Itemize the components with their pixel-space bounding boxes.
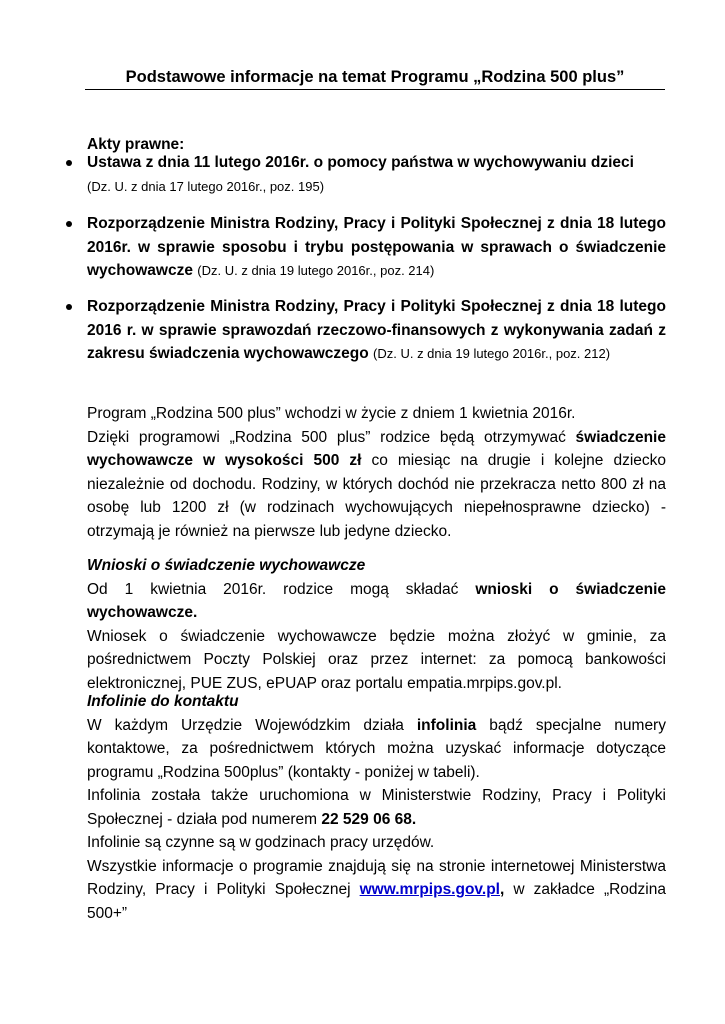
bullet-icon (66, 304, 72, 310)
infolinia-bold: infolinia (416, 716, 477, 734)
ministry-hotline-paragraph (87, 784, 666, 831)
wnioski-text: Od 1 kwietnia 2016r. rodzice mogą składać (87, 580, 459, 598)
page-title: Podstawowe informacje na temat Programu „Rodzina 500 plus” (85, 66, 665, 90)
benefit-amount: świadczenie wychowawcze w wysokości 500 zł (87, 428, 666, 469)
bullet-icon (66, 160, 72, 166)
act-item (66, 295, 666, 366)
intro-line: Program „Rodzina 500 plus” wchodzi w życie z dniem 1 kwietnia 2016r. (87, 405, 576, 422)
hotline-text: Infolinia została także uruchomiona w Ministerstwie Rodziny, Pracy i Polityki Społecznej - działa pod numerem (87, 787, 666, 828)
website-text: w zakładce „Rodzina 500+” (87, 881, 666, 922)
section-title: Infolinie do kontaktu (87, 693, 239, 710)
bullet-icon (66, 221, 72, 227)
acts-heading: Akty prawne: (87, 136, 185, 153)
ministry-website-link[interactable]: www.mrpips.gov.pl (359, 881, 500, 898)
intro-text: Dzięki programowi „Rodzina 500 plus” rodzice będą otrzymywać (87, 428, 566, 446)
act-reference: (Dz. U. z dnia 17 lutego 2016r., poz. 195) (87, 178, 325, 194)
act-reference: (Dz. U. z dnia 19 lutego 2016r., poz. 212) (373, 346, 611, 361)
act-item (66, 151, 666, 198)
infolinie-paragraph (87, 714, 666, 785)
act-item (66, 212, 666, 283)
hotline-number: 22 529 06 68. (321, 810, 417, 828)
section-title: Wnioski o świadczenie wychowawcze (87, 557, 366, 574)
link-comma: , (499, 881, 505, 898)
infolinie-text: bądź specjalne numery kontaktowe, za pośrednictwem których można uzyskać informacje dotyczące programu „Rodzina 500plus” (kontakty - poniżej w tabeli). (87, 716, 666, 781)
wnioski-line (87, 578, 666, 625)
infolinie-section (87, 690, 666, 925)
act-title: Rozporządzenie Ministra Rodziny, Pracy i Polityki Społecznej z dnia 18 lutego 2016 r. w sprawie sprawozdań rzeczowo-finansowych z wykonywania zadań z zakresu świadczenia wychowawczego (87, 298, 666, 362)
infolinie-text: W każdym Urzędzie Wojewódzkim działa (87, 716, 404, 734)
intro-paragraph (87, 426, 666, 544)
act-title: Ustawa z dnia 11 lutego 2016r. o pomocy państwa w wychowywaniu dzieci (87, 154, 634, 171)
wnioski-section (87, 554, 666, 695)
intro-section (87, 402, 666, 543)
wnioski-paragraph: Wniosek o świadczenie wychowawcze będzie można złożyć w gminie, za pośrednictwem Poczty Polskiej oraz przez internet: za pomocą bankowości elektronicznej, PUE ZUS, ePUAP oraz portalu empatia.mrpips.gov.pl. (87, 627, 666, 692)
website-paragraph (87, 855, 666, 926)
wnioski-bold: wnioski o świadczenie wychowawcze. (87, 580, 666, 621)
act-reference: (Dz. U. z dnia 19 lutego 2016r., poz. 214) (197, 263, 435, 278)
hours-line: Infolinie są czynne są w godzinach pracy urzędów. (87, 834, 435, 851)
intro-text: co miesiąc na drugie i kolejne dziecko niezależnie od dochodu. Rodziny, w których dochód nie przekracza netto 800 zł na osobę lub 1200 zł (w rodzinach wychowujących niepełnosprawne dziecko) - otrzymają je również na pierwsze lub jedyne dziecko. (87, 452, 666, 540)
act-title: Rozporządzenie Ministra Rodziny, Pracy i Polityki Społecznej z dnia 18 lutego 2016r. w sprawie sposobu i trybu postępowania w sprawach o świadczenie wychowawcze (87, 215, 666, 279)
website-text: Wszystkie informacje o programie znajdują się na stronie internetowej Ministerstwa Rodziny, Pracy i Polityki Społecznej (87, 857, 666, 898)
